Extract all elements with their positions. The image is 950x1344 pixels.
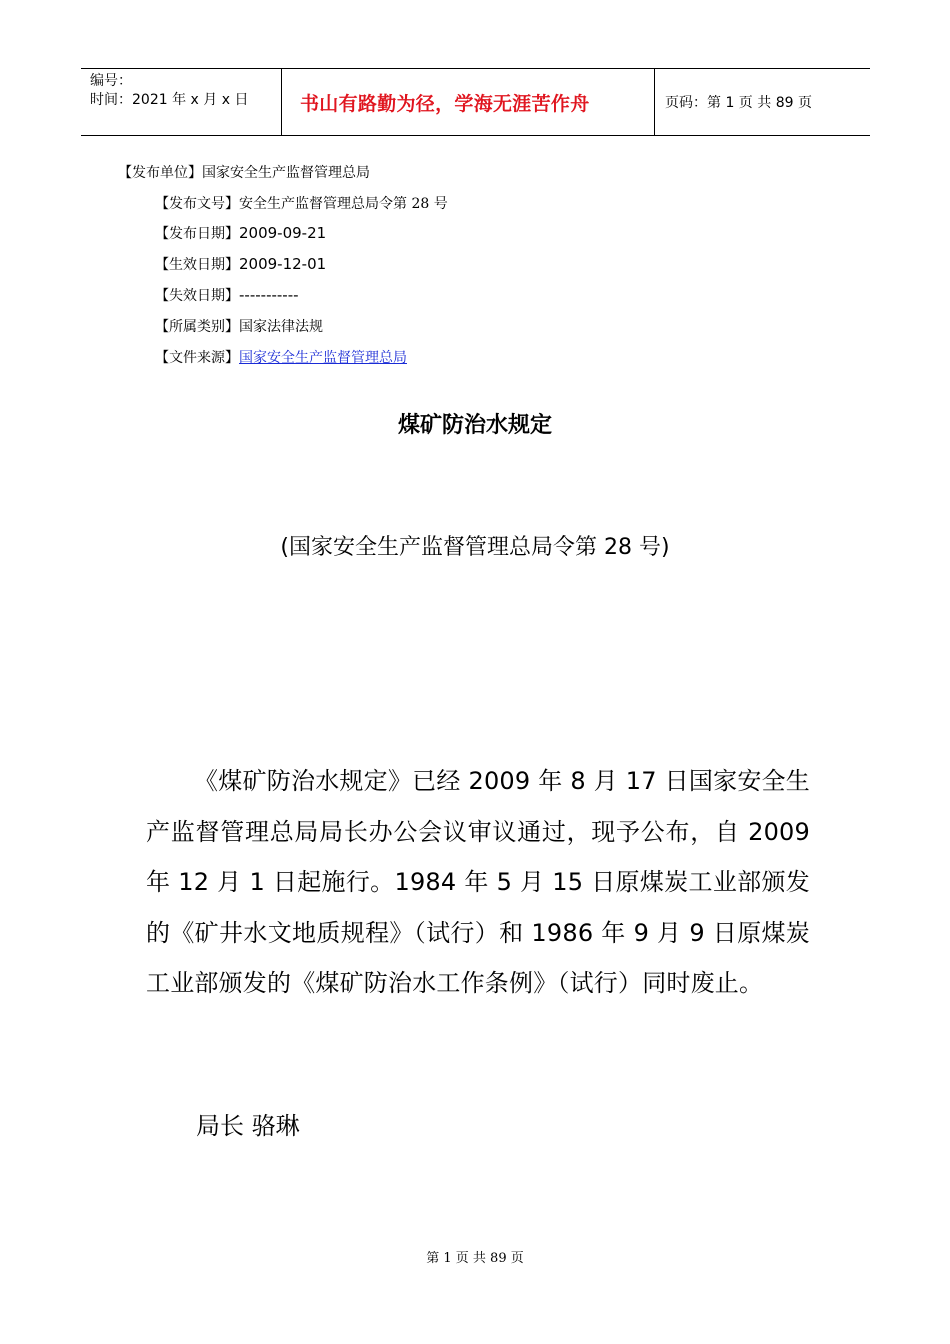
meta-expiry-date-label: 【失效日期】 [155, 288, 239, 304]
meta-category [155, 316, 323, 336]
meta-issue-date-label: 【发布日期】 [155, 226, 239, 242]
meta-source-label: 【文件来源】 [155, 350, 239, 366]
header-motto-cell [282, 69, 655, 135]
meta-issue-date [155, 223, 326, 243]
meta-category-label: 【所属类别】 [155, 319, 239, 335]
meta-source [155, 347, 407, 367]
page-header-table [81, 68, 870, 136]
document-title: 煤矿防治水规定 [397, 412, 552, 438]
header-left-cell [81, 69, 282, 135]
document-signer: 局长 骆琳 [196, 1112, 300, 1140]
meta-doc-no [155, 193, 448, 213]
meta-doc-no-label: 【发布文号】 [155, 196, 239, 212]
meta-effective-date-label: 【生效日期】 [155, 257, 239, 273]
header-page-label: 页码：第 1 页 共 89 页 [665, 95, 812, 111]
header-motto: 书山有路勤为径，学海无涯苦作舟 [300, 92, 590, 115]
header-page-cell [655, 69, 870, 135]
time-label: 时间：2021 年 x 月 x 日 [90, 92, 249, 108]
meta-doc-no-value: 安全生产监督管理总局令第 28 号 [239, 196, 448, 212]
meta-issuer-text: 【发布单位】国家安全生产监督管理总局 [118, 165, 370, 181]
meta-effective-date-value: 2009-12-01 [239, 255, 327, 273]
meta-issuer [118, 162, 370, 182]
meta-expiry-date [155, 285, 299, 305]
meta-issue-date-value: 2009-09-21 [239, 224, 327, 242]
meta-effective-date [155, 254, 326, 274]
page-footer: 第 1 页 共 89 页 [426, 1251, 524, 1266]
meta-category-value: 国家法律法规 [239, 319, 323, 335]
meta-expiry-date-value: ----------- [239, 286, 299, 304]
document-subtitle: (国家安全生产监督管理总局令第 28 号) [280, 535, 670, 560]
serial-label: 编号： [90, 73, 132, 89]
document-body-paragraph: 《煤矿防治水规定》已经 2009 年 8 月 17 日国家安全生产监督管理总局局长办公会议审议通过，现予公布，自 2009 年 12 月 1 日起施行。1984 年 5 月 15 日原煤炭工业部颁发的《矿井水文地质规程》（试行）和 1986 年 9 月 9 日原煤炭工业部颁发的《煤矿防治水工作条例》（试行）同时废止。 [146, 767, 810, 997]
source-link[interactable]: 国家安全生产监督管理总局 [239, 350, 407, 366]
